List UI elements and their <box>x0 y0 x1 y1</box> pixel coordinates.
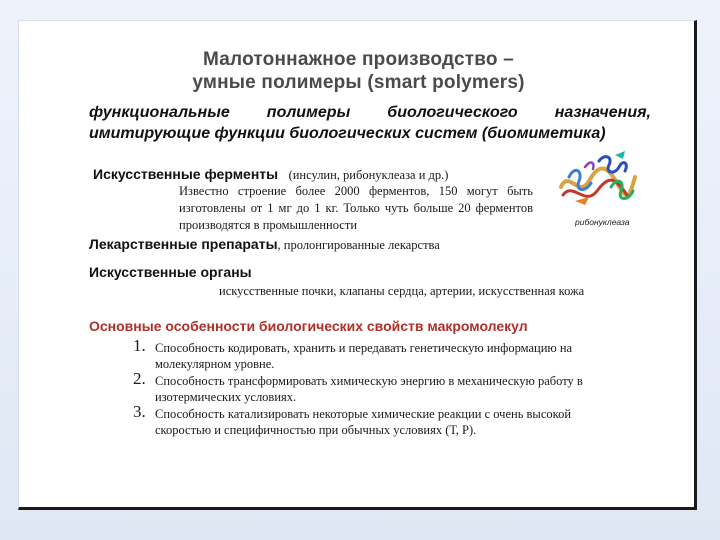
list-item: Способность кодировать, хранить и передавать генетическую информацию на молекулярном уровне. <box>155 341 573 371</box>
drugs-row <box>89 236 440 254</box>
ribonuclease-image <box>555 147 639 217</box>
features-heading: Основные особенности биологических свойств макромолекул <box>89 318 528 334</box>
list-item: Способность трансформировать химическую энергию в механическую работу в изотермических условиях. <box>155 374 583 404</box>
subtitle-line1 <box>89 104 651 122</box>
enzymes-text: Известно строение более 2000 ферментов, 150 могут быть изготовлены от 1 мг до 1 кг. Только чуть больше 20 ферментов производятся в промышленности <box>179 184 533 232</box>
subtitle-line2: имитирующие функции биологических систем (биомиметика) <box>89 125 606 142</box>
list-number: 3. <box>133 402 146 421</box>
list-number: 1. <box>133 336 146 355</box>
organs-heading: Искусственные органы <box>89 264 252 280</box>
subtitle-word: биологического <box>387 104 518 121</box>
enzymes-heading: Искусственные ферменты <box>93 166 279 182</box>
subtitle-word: функциональные <box>89 104 230 121</box>
slide <box>18 20 697 510</box>
slide-title-line2: умные полимеры (smart polymers) <box>192 72 525 93</box>
subtitle-word: назначения, <box>554 104 651 121</box>
enzymes-heading-row <box>93 166 448 184</box>
image-caption: рибонуклеаза <box>575 217 630 227</box>
list-item: Способность катализировать некоторые химические реакции с очень высокой скоростью и специфичностью при обычных условиях (Т, Р). <box>155 407 572 437</box>
ribonuclease-structure-icon <box>555 147 639 217</box>
drugs-heading: Лекарственные препараты <box>89 236 278 252</box>
slide-title-line1: Малотоннажное производство – <box>203 49 514 70</box>
subtitle-word: полимеры <box>266 104 351 121</box>
organs-detail: искусственные почки, клапаны сердца, артерии, искусственная кожа <box>219 284 585 298</box>
enzymes-note: (инсулин, рибонуклеаза и др.) <box>288 168 449 182</box>
drugs-rest: , пролонгированные лекарства <box>277 238 440 252</box>
list-number: 2. <box>133 369 146 388</box>
